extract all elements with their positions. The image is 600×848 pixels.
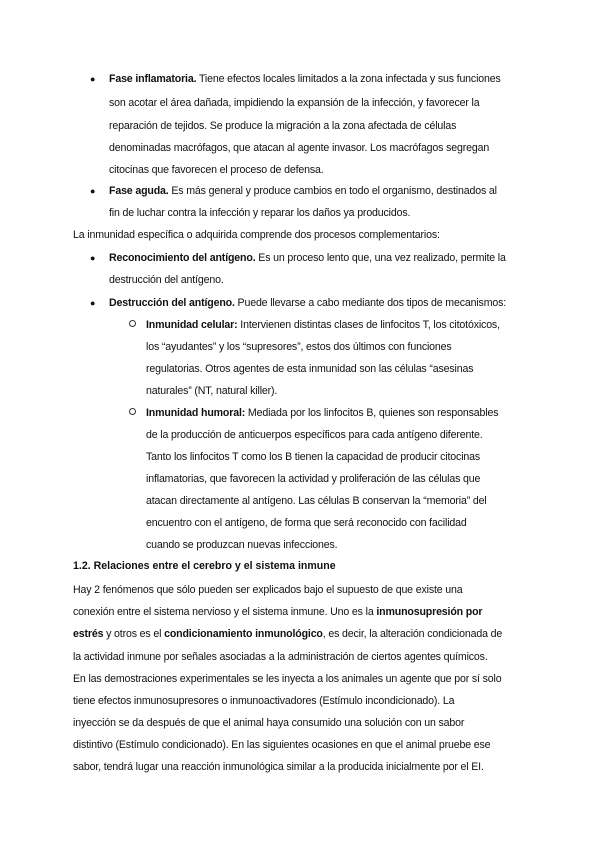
para-line-4: la actividad inmune por señales asociadas a la administración de ciertos agentes químicos. [73, 651, 488, 663]
para-line-9: sabor, tendrá lugar una reacción inmunológica similar a la producida inicialmente por el EI. [73, 761, 484, 773]
celular-line-2: los “ayudantes” y los “supresores”, estos dos últimos con funciones [146, 341, 452, 353]
para-line-2 [73, 605, 482, 619]
humoral-line-2: de la producción de anticuerpos específicos para cada antígeno diferente. [146, 429, 483, 441]
celular-line-3: regulatorias. Otros agentes de esta inmunidad son las células “asesinas [146, 363, 474, 375]
celular-line-1 [146, 318, 500, 332]
para-line-7: inyección se da después de que el animal haya consumido una solución con un sabor [73, 717, 465, 729]
para-line-1: Hay 2 fenómenos que sólo pueden ser explicados bajo el supuesto de que existe una [73, 584, 463, 596]
fase-aguda-line-2: fin de luchar contra la infección y reparar los daños ya producidos. [109, 207, 411, 219]
para-line-6: tiene efectos inmunosupresores o inmunoactivadores (Estímulo incondicionado). La [73, 695, 455, 707]
intro-specific-immunity: La inmunidad específica o adquirida comprende dos procesos complementarios: [73, 229, 440, 241]
para-line-3 [73, 627, 502, 641]
bullet-dot-icon: ● [90, 298, 96, 308]
celular-line-4: naturales” (NT, natural killer). [146, 385, 278, 397]
fase-inflamatoria-line-3: reparación de tejidos. Se produce la migración a la zona afectada de células [109, 120, 457, 132]
humoral-term: Inmunidad humoral: [146, 407, 246, 419]
reconocimiento-term: Reconocimiento del antígeno. [109, 252, 256, 264]
reconocimiento-line-1 [109, 251, 506, 265]
bullet-dot-icon: ● [90, 74, 96, 84]
fase-aguda-line-1 [109, 184, 497, 198]
term-condicionamiento: condicionamiento inmunológico [164, 628, 323, 640]
humoral-line-5: atacan directamente al antígeno. Las células B conservan la “memoria” del [146, 495, 487, 507]
destruccion-text: Puede llevarse a cabo mediante dos tipos de mecanismos: [234, 297, 507, 309]
reconocimiento-line-2: destrucción del antígeno. [109, 274, 224, 286]
destruccion-term: Destrucción del antígeno. [109, 297, 235, 309]
fase-inflamatoria-line-5: citocinas que favorecen el proceso de defensa. [109, 164, 324, 176]
fase-inflamatoria-line-2: son acotar el área dañada, impidiendo la expansión de la infección, y favorecer la [109, 97, 480, 109]
term-estres: estrés [73, 628, 104, 640]
reconocimiento-text: Es un proceso lento que, una vez realizado, permite la [255, 252, 506, 264]
fase-aguda-text: Es más general y produce cambios en todo el organismo, destinados al [168, 185, 497, 197]
celular-term: Inmunidad celular: [146, 319, 238, 331]
fase-inflamatoria-line-1 [109, 72, 501, 86]
humoral-line-3: Tanto los linfocitos T como los B tienen la capacidad de producir citocinas [146, 451, 481, 463]
bullet-dot-icon: ● [90, 253, 96, 263]
para-line-8: distintivo (Estímulo condicionado). En las siguientes ocasiones en que el animal pruebe ese [73, 739, 491, 751]
fase-aguda-term: Fase aguda. [109, 185, 169, 197]
term-inmunosupresion: inmunosupresión por [376, 606, 483, 618]
para-text: y otros es el [103, 628, 165, 640]
bullet-dot-icon: ● [90, 186, 96, 196]
para-line-5: En las demostraciones experimentales se les inyecta a los animales un agente que por sí solo [73, 673, 502, 685]
fase-inflamatoria-term: Fase inflamatoria. [109, 73, 197, 85]
destruccion-line-1 [109, 296, 506, 310]
humoral-text: Mediada por los linfocitos B, quienes son responsables [245, 407, 499, 419]
celular-text: Intervienen distintas clases de linfocitos T, los citotóxicos, [237, 319, 500, 331]
sub-bullet-circle-icon [129, 320, 136, 327]
sub-bullet-circle-icon [129, 408, 136, 415]
humoral-line-4: inflamatorias, que favorecen la actividad y proliferación de las células que [146, 473, 481, 485]
section-heading: 1.2. Relaciones entre el cerebro y el sistema inmune [73, 560, 336, 572]
fase-inflamatoria-line-4: denominadas macrófagos, que atacan al agente invasor. Los macrófagos segregan [109, 142, 490, 154]
fase-inflamatoria-text: Tiene efectos locales limitados a la zona infectada y sus funciones [196, 73, 501, 85]
humoral-line-7: cuando se produzcan nuevas infecciones. [146, 539, 338, 551]
humoral-line-6: encuentro con el antígeno, de forma que será reconocido con facilidad [146, 517, 467, 529]
para-text: , es decir, la alteración condicionada de [322, 628, 503, 640]
humoral-line-1 [146, 406, 498, 420]
para-text: conexión entre el sistema nervioso y el sistema inmune. Uno es la [73, 606, 377, 618]
